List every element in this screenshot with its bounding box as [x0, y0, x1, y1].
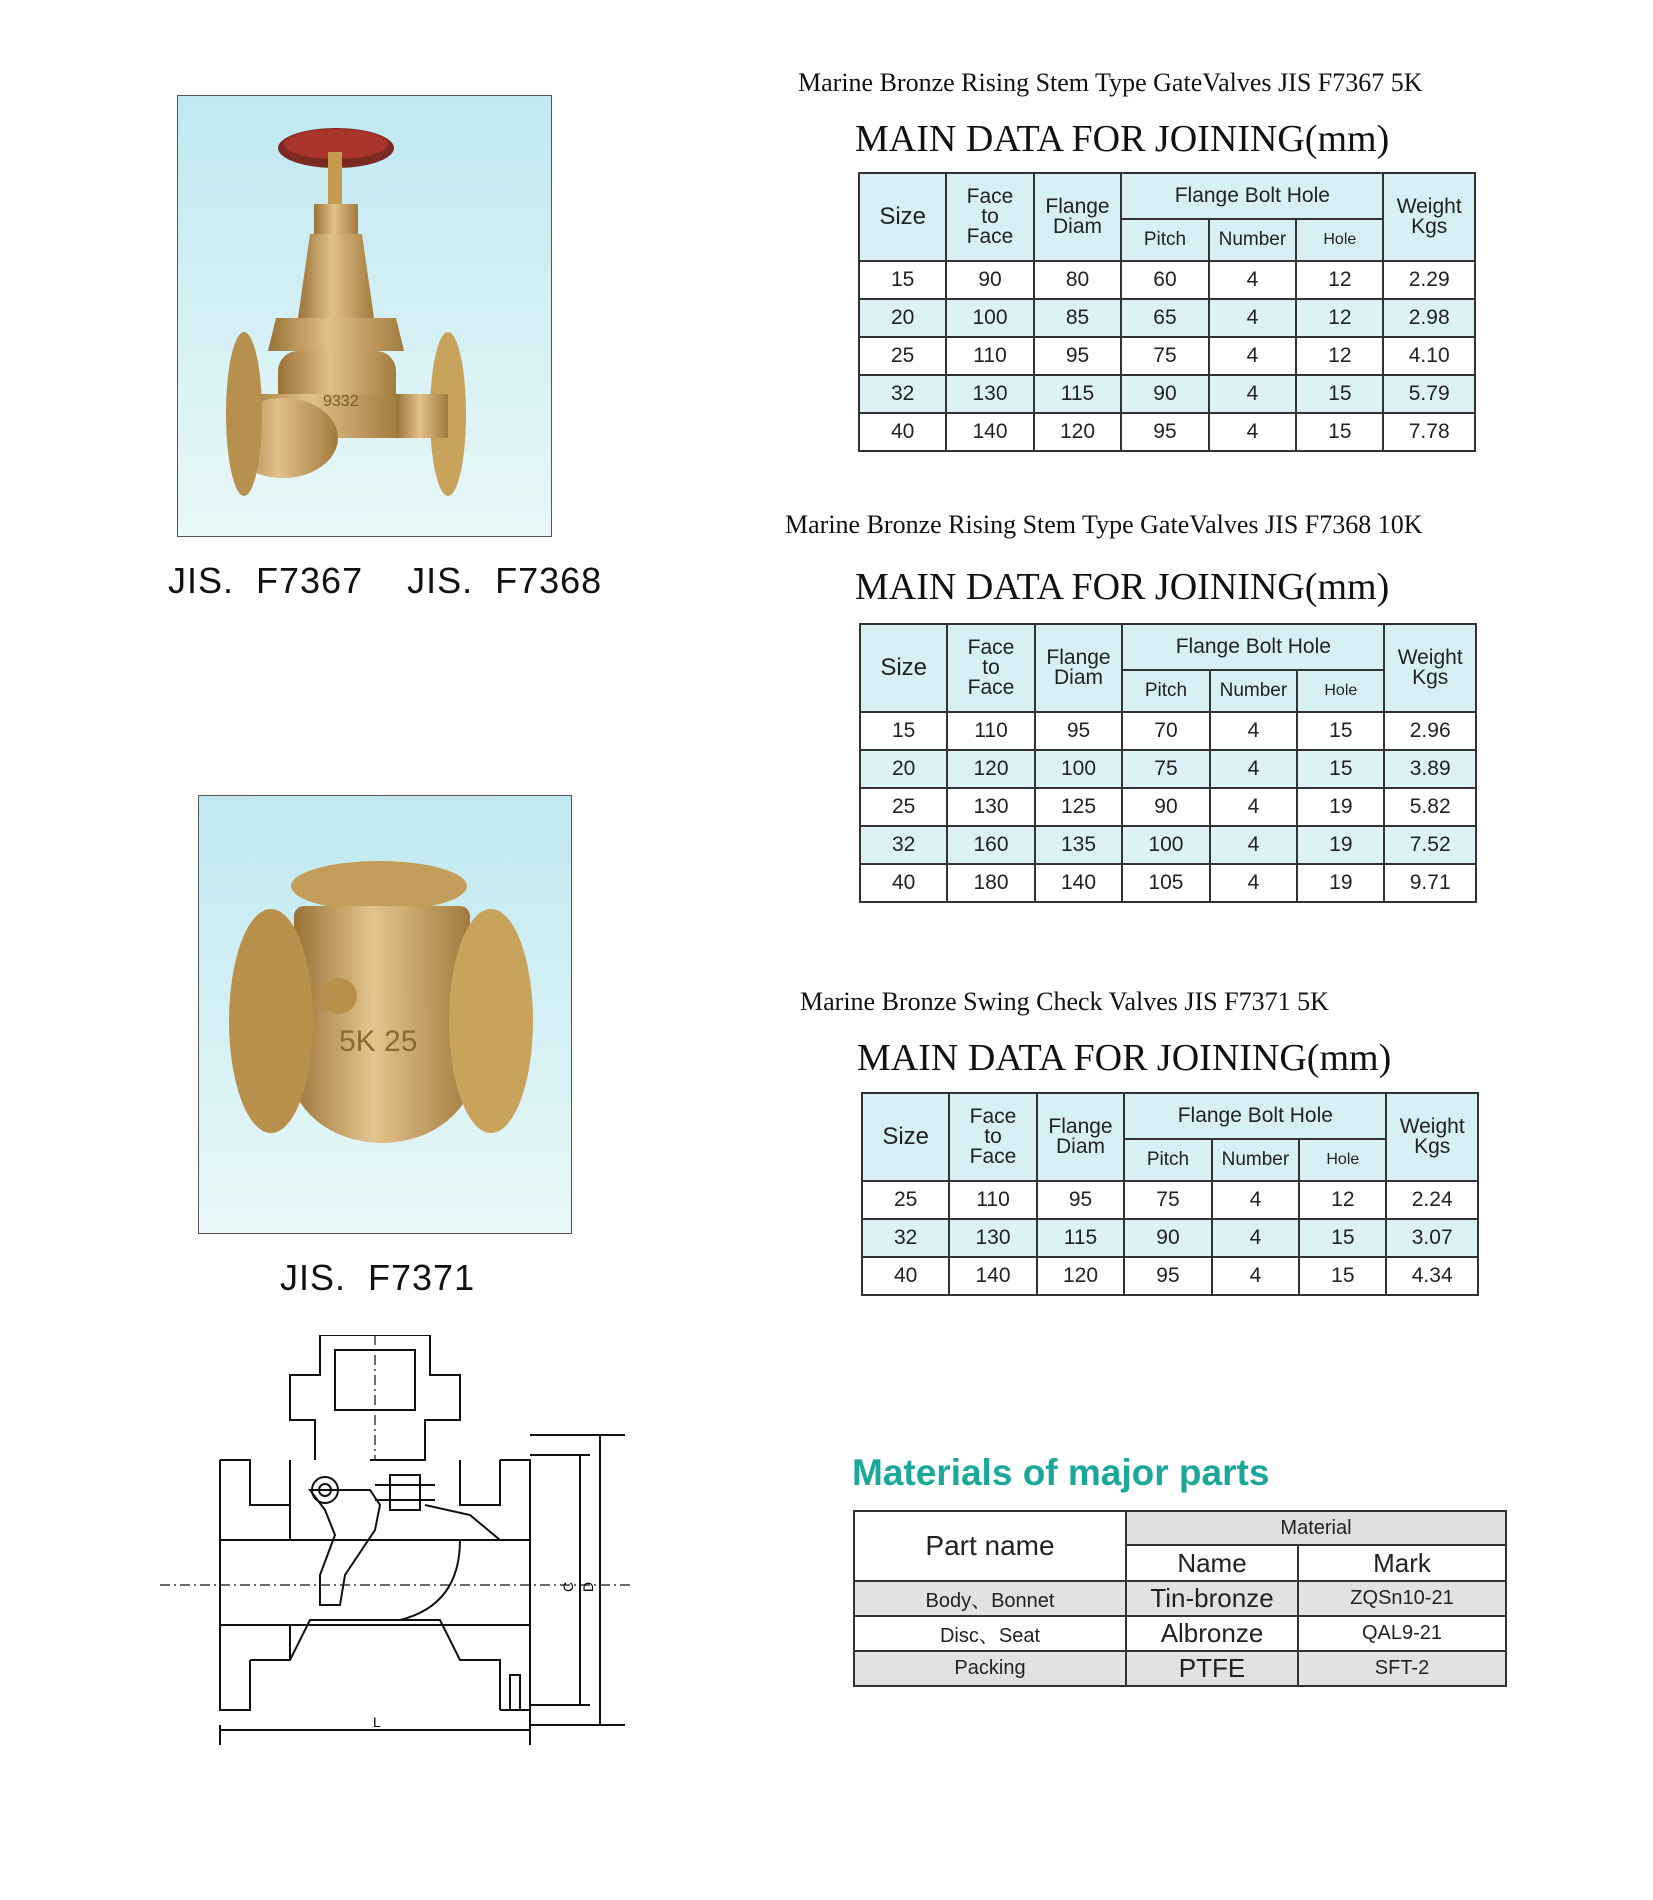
materials-mark-header: Mark	[1298, 1545, 1506, 1581]
section1-subtitle: Marine Bronze Rising Stem Type GateValves JIS F7367 5K	[798, 68, 1423, 97]
materials-name-header: Name	[1126, 1545, 1298, 1581]
header-face: Face to Face	[949, 1093, 1036, 1181]
table-row: 25 130 125 90 4 19 5.82	[860, 788, 1476, 826]
gate-valve-image	[178, 96, 551, 536]
table-row: 20 100 85 65 4 12 2.98	[859, 299, 1475, 337]
table-row: 15 110 95 70 4 15 2.96	[860, 712, 1476, 750]
table-row: 20 120 100 75 4 15 3.89	[860, 750, 1476, 788]
materials-table	[853, 1510, 1507, 1687]
table-row: 25 110 95 75 4 12 4.10	[859, 337, 1475, 375]
header-face: Face to Face	[947, 624, 1034, 712]
header-flange: Flange Diam	[1037, 1093, 1125, 1181]
drawing-label-l: L	[373, 1714, 381, 1730]
header-pitch: Pitch	[1121, 219, 1208, 261]
svg-text:5K 25: 5K 25	[339, 1025, 418, 1058]
check-valve-caption: JIS. F7371	[280, 1257, 476, 1298]
header-flange: Flange Diam	[1034, 173, 1122, 261]
header-bolt-hole: Flange Bolt Hole	[1124, 1093, 1386, 1139]
materials-material-header: Material	[1126, 1511, 1506, 1545]
table-row: 40 180 140 105 4 19 9.71	[860, 864, 1476, 902]
gate-valve-photo	[177, 95, 552, 537]
table-row: 32 130 115 90 4 15 5.79	[859, 375, 1475, 413]
header-weight: Weight Kgs	[1384, 624, 1476, 712]
check-valve-drawing	[160, 1335, 630, 1755]
header-number: Number	[1209, 219, 1297, 261]
materials-title: Materials of major parts	[852, 1452, 1270, 1493]
table-row: Body、Bonnet Tin-bronze ZQSn10-21	[854, 1581, 1506, 1616]
table-row: 32 160 135 100 4 19 7.52	[860, 826, 1476, 864]
svg-text:9332: 9332	[323, 393, 359, 410]
section3-table	[861, 1092, 1479, 1296]
header-face: Face to Face	[946, 173, 1033, 261]
header-size: Size	[859, 173, 946, 261]
gate-valve-caption: JIS. F7367 JIS. F7368	[168, 560, 603, 601]
header-number: Number	[1212, 1139, 1300, 1181]
section2-heading: MAIN DATA FOR JOINING(mm)	[855, 566, 1390, 608]
table-row: 15 90 80 60 4 12 2.29	[859, 261, 1475, 299]
table-row: 25 110 95 75 4 12 2.24	[862, 1181, 1478, 1219]
header-flange: Flange Diam	[1035, 624, 1123, 712]
header-bolt-hole: Flange Bolt Hole	[1122, 624, 1384, 670]
table-row: 40 140 120 95 4 15 7.78	[859, 413, 1475, 451]
section2-table	[859, 623, 1477, 903]
materials-part-name-header: Part name	[854, 1511, 1126, 1581]
header-pitch: Pitch	[1124, 1139, 1211, 1181]
table-row: Packing PTFE SFT-2	[854, 1651, 1506, 1686]
table-row: 32 130 115 90 4 15 3.07	[862, 1219, 1478, 1257]
table-row: Disc、Seat Albronze QAL9-21	[854, 1616, 1506, 1651]
section3-heading: MAIN DATA FOR JOINING(mm)	[857, 1037, 1392, 1079]
check-valve-image	[199, 796, 571, 1233]
section3-subtitle: Marine Bronze Swing Check Valves JIS F7371 5K	[800, 987, 1329, 1016]
section1-table	[858, 172, 1476, 452]
header-hole: Hole	[1299, 1139, 1386, 1181]
header-bolt-hole: Flange Bolt Hole	[1121, 173, 1383, 219]
section2-subtitle: Marine Bronze Rising Stem Type GateValves JIS F7368 10K	[785, 510, 1423, 539]
drawing-label-d: D	[580, 1581, 596, 1592]
header-weight: Weight Kgs	[1386, 1093, 1478, 1181]
header-number: Number	[1210, 670, 1298, 712]
header-weight: Weight Kgs	[1383, 173, 1475, 261]
header-size: Size	[862, 1093, 949, 1181]
header-size: Size	[860, 624, 947, 712]
drawing-label-c: C	[560, 1581, 576, 1592]
check-valve-photo	[198, 795, 572, 1234]
header-pitch: Pitch	[1122, 670, 1209, 712]
table-row: 40 140 120 95 4 15 4.34	[862, 1257, 1478, 1295]
header-hole: Hole	[1296, 219, 1383, 261]
header-hole: Hole	[1297, 670, 1384, 712]
section1-heading: MAIN DATA FOR JOINING(mm)	[855, 118, 1390, 160]
